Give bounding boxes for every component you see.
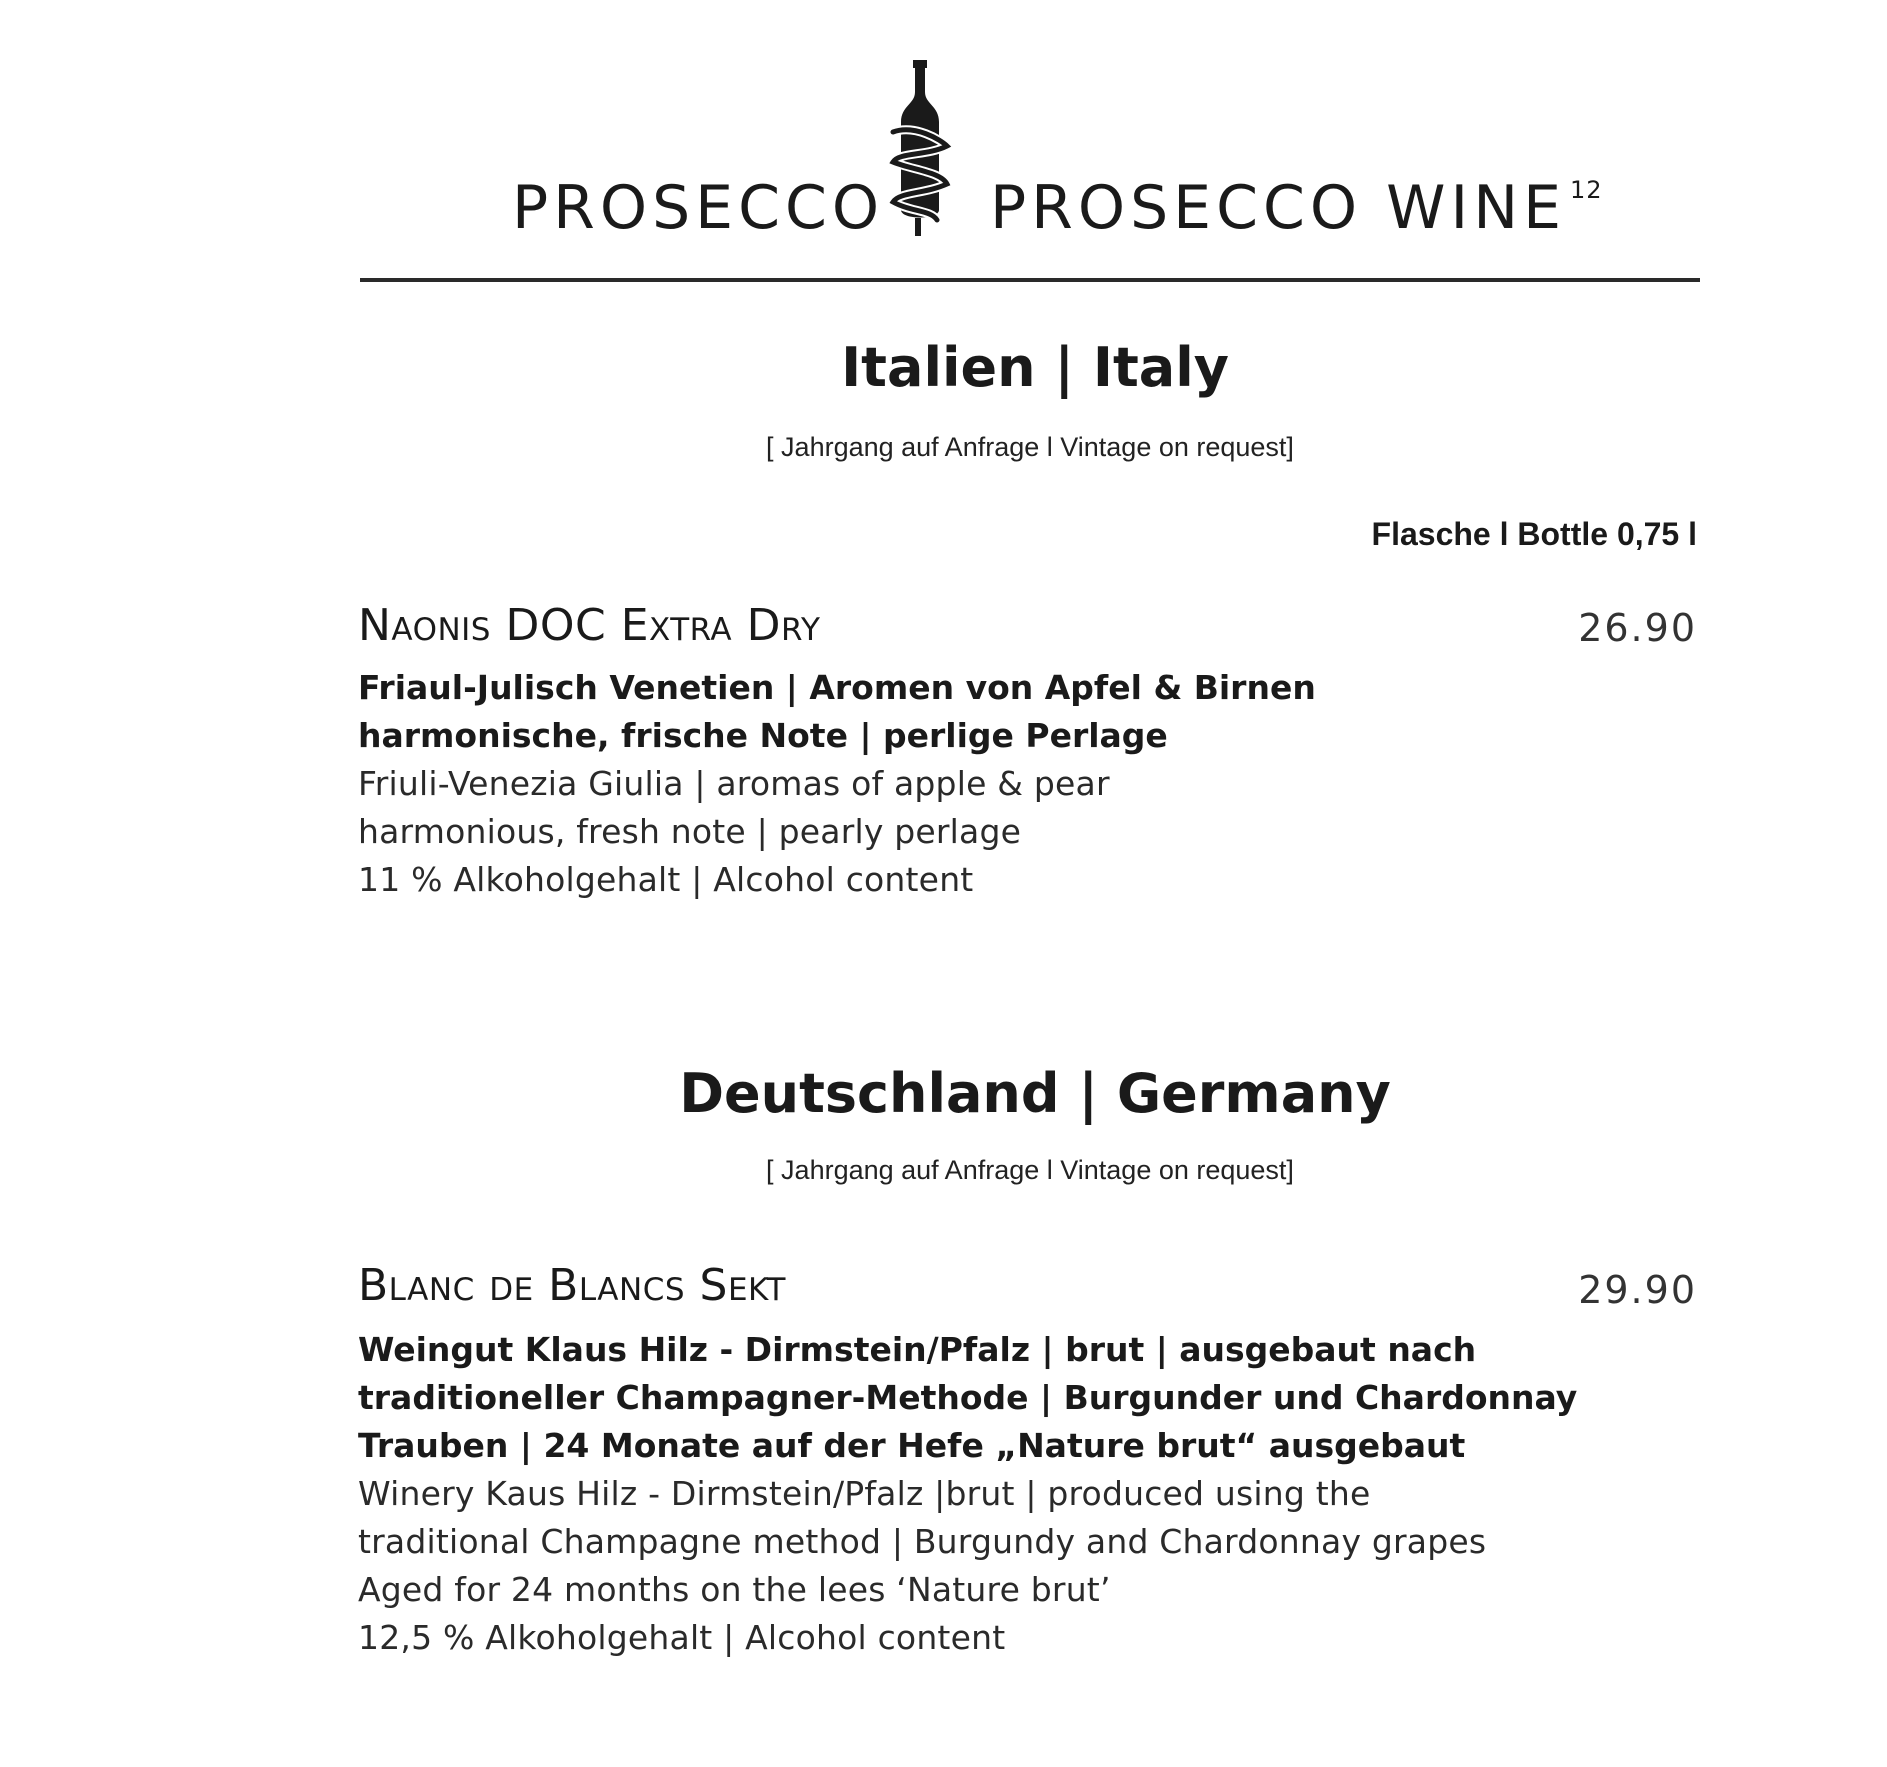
header-title-en: PROSECCO WINE $^{12}$ [990, 173, 1603, 243]
description-line-en: Friuli-Venezia Giulia | aromas of apple & pear [358, 764, 1110, 803]
header-title-superscript: 12 [1570, 176, 1603, 204]
header-divider [360, 278, 1700, 282]
description-line-en: Winery Kaus Hilz - Dirmstein/Pfalz |brut | produced using the [358, 1474, 1371, 1513]
vintage-note-germany: [ Jahrgang auf Anfrage l Vintage on request] [766, 1155, 1294, 1185]
description-line-de: harmonische, frische Note | perlige Perlage [358, 716, 1168, 755]
description-line-en: harmonious, fresh note | pearly perlage [358, 812, 1022, 851]
header-title-de: PROSECCO [512, 173, 885, 243]
description-line-de: Friaul-Julisch Venetien | Aromen von Apfel & Birnen [358, 668, 1316, 707]
wine-description-blanc-de-blancs [358, 1326, 1577, 1662]
description-line-de: Weingut Klaus Hilz - Dirmstein/Pfalz | brut | ausgebaut nach [358, 1330, 1477, 1369]
vintage-note-italy: [ Jahrgang auf Anfrage l Vintage on request] [766, 432, 1294, 462]
alcohol-content: 12,5 % Alkoholgehalt | Alcohol content [358, 1618, 1006, 1657]
wine-bottle-corkscrew-icon [885, 60, 955, 240]
description-line-en: traditional Champagne method | Burgundy and Chardonnay grapes [358, 1522, 1487, 1561]
column-header-bottle-size: Flasche l Bottle 0,75 l [1371, 516, 1697, 552]
wine-name-blanc-de-blancs: Blanc de Blancs Sekt [358, 1260, 786, 1311]
section-heading-germany: Deutschland | Germany [679, 1062, 1391, 1125]
wine-price-blanc-de-blancs: 29.90 [1578, 1268, 1697, 1312]
description-line-de: Trauben | 24 Monate auf der Hefe „Nature brut“ ausgebaut [358, 1426, 1466, 1465]
alcohol-content: 11 % Alkoholgehalt | Alcohol content [358, 860, 974, 899]
section-heading-italy: Italien | Italy [841, 336, 1229, 399]
wine-price-naonis: 26.90 [1578, 606, 1697, 650]
menu-header [0, 60, 1887, 260]
wine-name-naonis: Naonis DOC Extra Dry [358, 600, 821, 651]
description-line-de: traditioneller Champagner-Methode | Burgunder und Chardonnay [358, 1378, 1578, 1417]
wine-description-naonis [358, 664, 1316, 904]
description-line-en: Aged for 24 months on the lees ‘Nature brut’ [358, 1570, 1111, 1609]
